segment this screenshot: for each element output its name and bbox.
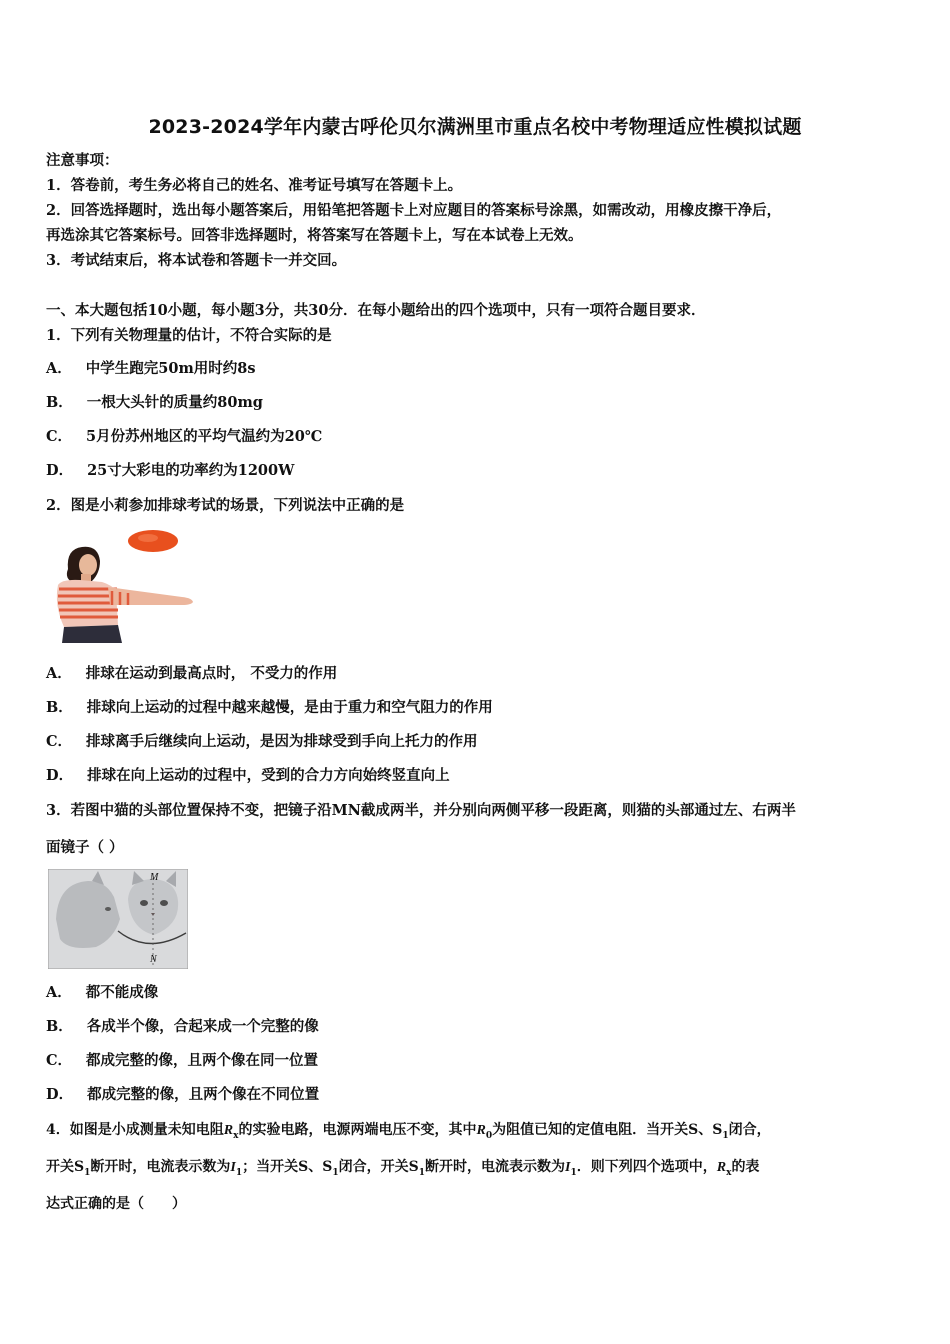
- question-3-stem: 面镜子（ ）: [46, 839, 124, 856]
- question-2-option-c: C． 排球离手后继续向上运动，是因为排球受到手向上托力的作用: [46, 733, 478, 750]
- cat-mirror-figure: [48, 869, 188, 969]
- mirror-label-n: N: [150, 954, 157, 965]
- notice-item: 2．回答选择题时，选出每小题答案后，用铅笔把答题卡上对应题目的答案标号涂黑，如需改动，用橡皮擦干净后，: [46, 202, 782, 219]
- notice-item: 再选涂其它答案标号。回答非选择题时，将答案写在答题卡上，写在本试卷上无效。: [46, 227, 583, 244]
- section-heading: 一、本大题包括10小题，每小题3分，共30分．在每小题给出的四个选项中，只有一项符合题目要求．: [46, 302, 706, 319]
- notice-heading: 注意事项：: [46, 152, 119, 169]
- question-2-stem: 2．图是小莉参加排球考试的场景，下列说法中正确的是: [46, 497, 405, 514]
- question-2-option-a: A． 排球在运动到最高点时， 不受力的作用: [46, 665, 338, 682]
- question-3-stem: 3．若图中猫的头部位置保持不变，把镜子沿MN截成两半，并分别向两侧平移一段距离，则猫的头部通过左、右两半: [46, 802, 796, 819]
- question-3-option-b: B． 各成半个像，合起来成一个完整的像: [46, 1018, 319, 1035]
- notice-item: 1．答卷前，考生务必将自己的姓名、准考证号填写在答题卡上。: [46, 177, 463, 194]
- mirror-label-m: M: [150, 872, 159, 883]
- question-1-option-b: B． 一根大头针的质量约80mg: [46, 394, 263, 411]
- question-4-stem-line-3: 达式正确的是（ ）: [46, 1196, 186, 1212]
- question-2-option-b: B． 排球向上运动的过程中越来越慢，是由于重力和空气阻力的作用: [46, 699, 493, 716]
- notice-item: 3．考试结束后，将本试卷和答题卡一并交回。: [46, 252, 347, 269]
- question-4-stem-line-2: 开关$S_1$断开时，电流表示数为$I_1$；当开关S、$S_1$闭合，开关$S_1$断开时，电流表示数为$I_1$．则下列四个选项中，$R_x$的表: [46, 1159, 760, 1178]
- question-1-option-d: D． 25寸大彩电的功率约为1200W: [46, 462, 295, 479]
- question-3-option-a: A． 都不能成像: [46, 984, 159, 1001]
- question-3-option-d: D． 都成完整的像，且两个像在不同位置: [46, 1086, 320, 1103]
- question-3-option-c: C． 都成完整的像，且两个像在同一位置: [46, 1052, 319, 1069]
- question-4-stem-line-1: 4．如图是小成测量未知电阻$R_x$的实验电路，电源两端电压不变，其中$R_0$为阻值已知的定值电阻．当开关S、$S_1$闭合，: [46, 1122, 771, 1141]
- volleyball-figure: [50, 525, 198, 643]
- question-1-stem: 1．下列有关物理量的估计，不符合实际的是: [46, 327, 332, 344]
- question-1-option-c: C． 5月份苏州地区的平均气温约为20℃: [46, 428, 323, 445]
- page-title: 2023-2024学年内蒙古呼伦贝尔满洲里市重点名校中考物理适应性模拟试题: [148, 116, 802, 138]
- question-1-option-a: A． 中学生跑完50m用时约8s: [46, 360, 256, 377]
- question-2-option-d: D． 排球在向上运动的过程中，受到的合力方向始终竖直向上: [46, 767, 450, 784]
